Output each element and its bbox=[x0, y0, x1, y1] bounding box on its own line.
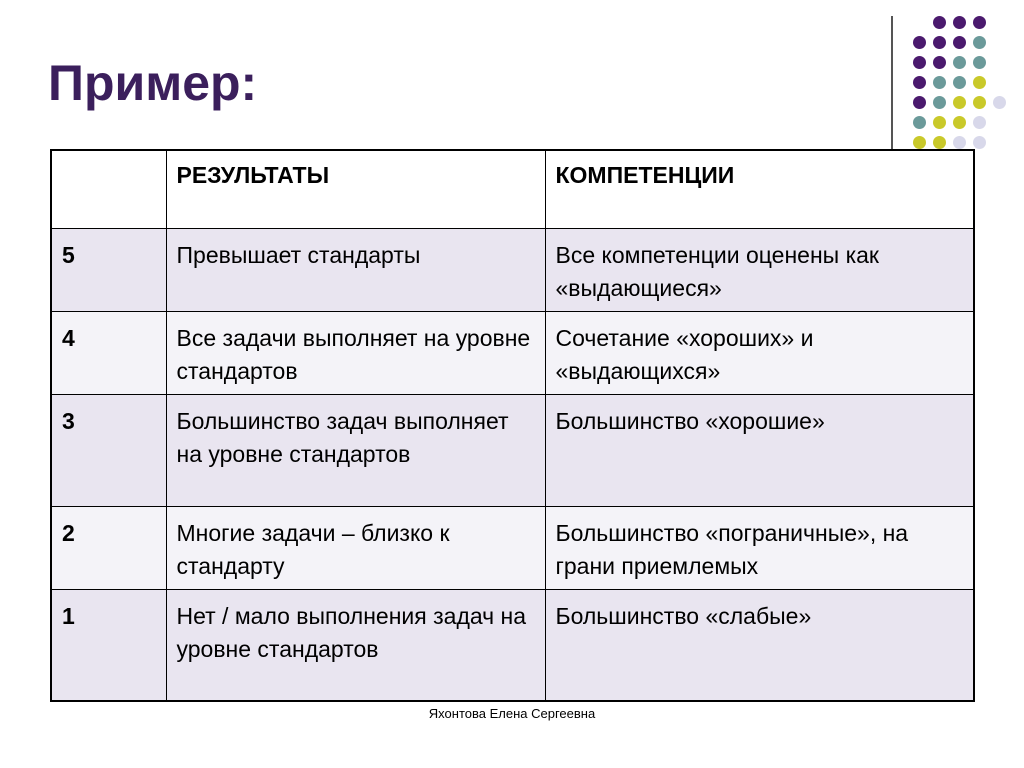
table-row bbox=[51, 311, 974, 394]
decorative-dot bbox=[933, 96, 946, 109]
decorative-dot bbox=[913, 36, 926, 49]
competence-cell: Большинство «хорошие» bbox=[545, 394, 974, 506]
slide-title: Пример: bbox=[48, 55, 258, 111]
header-cell-score bbox=[51, 150, 166, 228]
decorative-dot bbox=[913, 96, 926, 109]
result-cell: Нет / мало выполнения задач на уровне стандартов bbox=[166, 589, 545, 701]
decorative-dot bbox=[973, 16, 986, 29]
decorative-dot bbox=[953, 36, 966, 49]
result-cell: Превышает стандарты bbox=[166, 228, 545, 311]
footer-author: Яхонтова Елена Сергеевна bbox=[428, 706, 596, 721]
result-cell: Большинство задач выполняет на уровне стандартов bbox=[166, 394, 545, 506]
decorative-dot bbox=[973, 136, 986, 149]
decorative-dot bbox=[913, 56, 926, 69]
header-cell-competencies: КОМПЕТЕНЦИИ bbox=[545, 150, 974, 228]
decorative-dot bbox=[913, 76, 926, 89]
result-cell: Все задачи выполняет на уровне стандартов bbox=[166, 311, 545, 394]
table-header-row bbox=[51, 150, 974, 228]
table-row bbox=[51, 394, 974, 506]
decorative-dot bbox=[933, 16, 946, 29]
decorative-dot bbox=[953, 16, 966, 29]
competence-cell: Большинство «пограничные», на грани приемлемых bbox=[545, 506, 974, 589]
decorative-dot bbox=[953, 56, 966, 69]
decorative-dot bbox=[973, 96, 986, 109]
decorative-dot bbox=[913, 136, 926, 149]
decorative-dot bbox=[933, 116, 946, 129]
decorative-dot bbox=[953, 116, 966, 129]
result-cell: Многие задачи – близко к стандарту bbox=[166, 506, 545, 589]
decorative-dot bbox=[953, 96, 966, 109]
rating-table bbox=[50, 149, 975, 702]
decorative-dot bbox=[993, 96, 1006, 109]
table-row bbox=[51, 228, 974, 311]
score-cell: 2 bbox=[51, 506, 166, 589]
decorative-dot bbox=[933, 76, 946, 89]
decorative-dot bbox=[933, 56, 946, 69]
decorative-dot bbox=[953, 136, 966, 149]
competence-cell: Большинство «слабые» bbox=[545, 589, 974, 701]
table-row bbox=[51, 589, 974, 701]
competence-cell: Сочетание «хороших» и «выдающихся» bbox=[545, 311, 974, 394]
score-cell: 1 bbox=[51, 589, 166, 701]
table-row bbox=[51, 506, 974, 589]
decorative-dot bbox=[953, 76, 966, 89]
decorative-dot bbox=[973, 116, 986, 129]
score-cell: 4 bbox=[51, 311, 166, 394]
decorative-dot bbox=[933, 136, 946, 149]
score-cell: 5 bbox=[51, 228, 166, 311]
decorative-dot bbox=[973, 36, 986, 49]
header-cell-results: РЕЗУЛЬТАТЫ bbox=[166, 150, 545, 228]
decorative-dot bbox=[913, 116, 926, 129]
decorative-dot bbox=[973, 76, 986, 89]
decorative-dot bbox=[933, 36, 946, 49]
score-cell: 3 bbox=[51, 394, 166, 506]
competence-cell: Все компетенции оценены как «выдающиеся» bbox=[545, 228, 974, 311]
decorative-dot bbox=[973, 56, 986, 69]
